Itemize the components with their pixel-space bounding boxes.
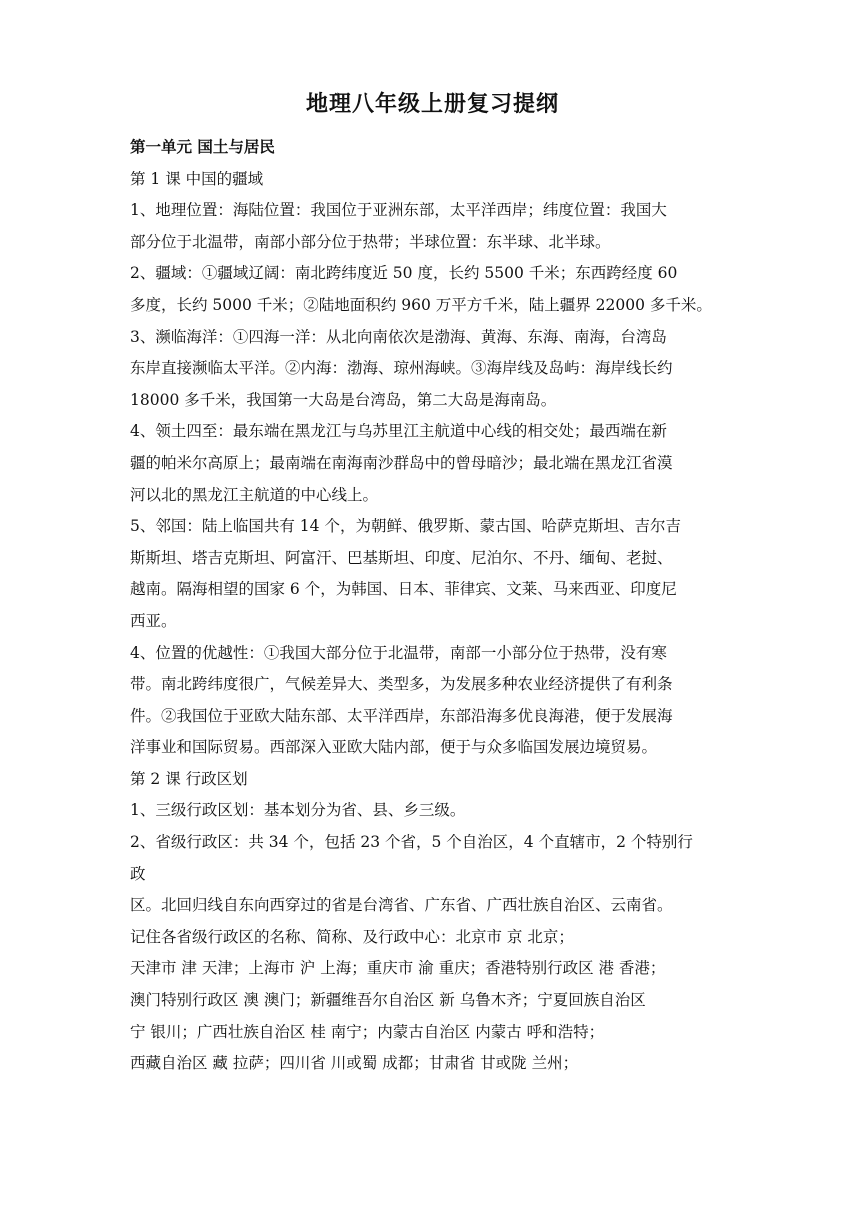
text-line: 越南。隔海相望的国家 6 个，为韩国、日本、菲律宾、文莱、马来西亚、印度尼 (130, 580, 677, 599)
text-line: 带。南北跨纬度很广，气候差异大、类型多，为发展多种农业经济提供了有利条 (130, 675, 673, 694)
lesson-heading: 第 2 课 行政区划 (130, 769, 248, 788)
document-body (130, 132, 735, 1080)
text-line: 5、邻国：陆上临国共有 14 个，为朝鲜、俄罗斯、蒙古国、哈萨克斯坦、吉尔吉 (130, 517, 681, 536)
text-line: 西藏自治区 藏 拉萨；四川省 川或蜀 成都；甘肃省 甘或陇 兰州； (130, 1054, 579, 1073)
text-line: 2、疆域：①疆域辽阔：南北跨纬度近 50 度，长约 5500 千米；东西跨经度 60 (130, 264, 678, 283)
text-line: 区。北回归线自东向西穿过的省是台湾省、广东省、广西壮族自治区、云南省。 (130, 896, 673, 915)
lesson-heading: 第 1 课 中国的疆域 (130, 169, 264, 188)
text-line: 3、濒临海洋：①四海一洋：从北向南依次是渤海、黄海、东海、南海，台湾岛 (130, 327, 667, 346)
text-line: 4、领土四至：最东端在黑龙江与乌苏里江主航道中心线的相交处；最西端在新 (130, 422, 667, 441)
unit-heading: 第一单元 国土与居民 (130, 138, 275, 156)
text-line: 4、位置的优越性：①我国大部分位于北温带，南部一小部分位于热带，没有寒 (130, 643, 667, 662)
text-line: 部分位于北温带，南部小部分位于热带；半球位置：东半球、北半球。 (130, 232, 611, 251)
document-title: 地理八年级上册复习提纲 (305, 92, 559, 117)
text-line: 澳门特别行政区 澳 澳门；新疆维吾尔自治区 新 乌鲁木齐；宁夏回族自治区 (130, 991, 646, 1010)
text-line: 东岸直接濒临太平洋。②内海：渤海、琼州海峡。③海岸线及岛屿：海岸线长约 (130, 359, 673, 378)
text-line: 西亚。 (130, 611, 177, 630)
text-line: 宁 银川；广西壮族自治区 桂 南宁；内蒙古自治区 内蒙古 呼和浩特； (130, 1022, 605, 1041)
text-line: 疆的帕米尔高原上；最南端在南海南沙群岛中的曾母暗沙；最北端在黑龙江省漠 (130, 453, 673, 472)
text-line: 河以北的黑龙江主航道的中心线上。 (130, 485, 379, 504)
document-page (130, 90, 735, 1080)
text-line: 政 (130, 864, 146, 883)
text-line: 记住各省级行政区的名称、简称、及行政中心：北京市 京 北京； (130, 927, 574, 946)
text-line: 斯斯坦、塔吉克斯坦、阿富汗、巴基斯坦、印度、尼泊尔、不丹、缅甸、老挝、 (130, 548, 673, 567)
text-line: 1、地理位置：海陆位置：我国位于亚洲东部，太平洋西岸；纬度位置：我国大 (130, 201, 667, 220)
text-line: 18000 多千米，我国第一大岛是台湾岛，第二大岛是海南岛。 (130, 390, 557, 409)
text-line: 2、省级行政区：共 34 个，包括 23 个省，5 个自治区，4 个直辖市，2 个特别行 (130, 833, 693, 852)
text-line: 洋事业和国际贸易。西部深入亚欧大陆内部，便于与众多临国发展边境贸易。 (130, 738, 658, 757)
text-line: 件。②我国位于亚欧大陆东部、太平洋西岸，东部沿海多优良海港，便于发展海 (130, 706, 673, 725)
text-line: 天津市 津 天津；上海市 沪 上海；重庆市 渝 重庆；香港特别行政区 港 香港； (130, 959, 666, 978)
text-line: 多度，长约 5000 千米；②陆地面积约 960 万平方千米，陆上疆界 22000 多千米。 (130, 295, 712, 314)
text-line: 1、三级行政区划：基本划分为省、县、乡三级。 (130, 801, 466, 820)
